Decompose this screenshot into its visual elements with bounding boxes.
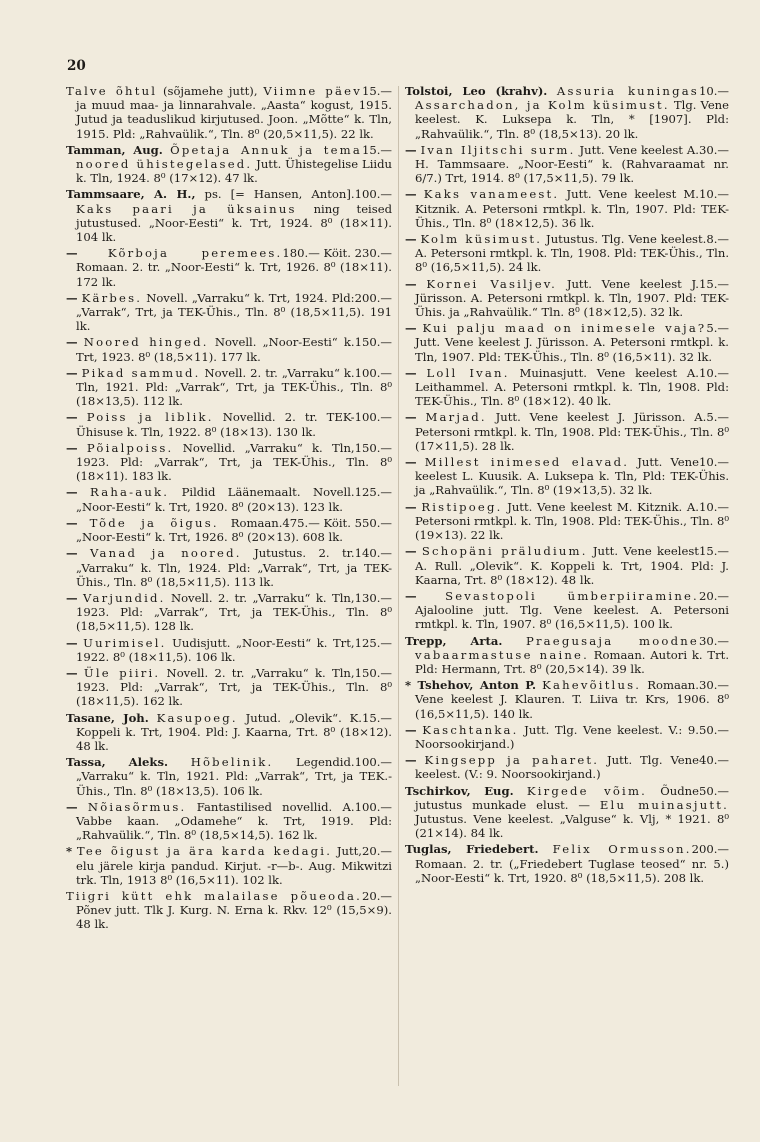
entry-price: 180.— Köit. 230.— [282,246,392,261]
entry-author: — [405,722,417,737]
entry-price: 150.— [354,440,392,455]
catalog-entry [66,143,392,186]
entry-title: Põialpoiss. [86,440,174,455]
catalog-entry [66,246,392,289]
entry-price: 30.— [698,633,729,648]
right-column [405,84,729,887]
entry-title: Schopäni präludium. [421,544,588,559]
entry-title: Poiss ja liblik. [86,410,214,425]
entry-title: Elu muinasjutt. [599,797,729,812]
catalog-entry [66,84,392,141]
catalog-entry [405,500,729,543]
entry-author: — [405,232,417,247]
entry-price: 125.— [354,485,392,500]
catalog-entry [405,366,729,409]
entry-title: Loll Ivan. [426,365,510,380]
entry-details: ps. [= Hansen, Anton]. [204,187,355,202]
entry-details: Jutt. Vene keelest J. Jürisson. A. Petersoni rmtkpl. k. Tln, 1907. Pld: TEK-Ühis. ja „Rahvaülik.“ Tln. 8⁰ (18×12,5). 32 lk. [415,276,729,320]
entry-details: Jutt. Ühistegelise Liidu k. Tln, 1924. 8⁰ (17×12). 47 lk. [76,157,392,186]
entry-author: — [66,635,78,650]
catalog-entry [66,516,392,544]
entry-title: Millest inimesed elavad. [424,455,630,470]
entry-details: Jutt. Tlg. Vene keelest. (V.: 9. Noorsookirjand.) [415,753,699,782]
entry-title: Kornei Vasiljev. [426,276,558,291]
entry-title: Assuria kuningas Assarchadon, ja Kolm küsimust. [415,84,699,113]
entry-price: 100.— [354,187,392,202]
catalog-entry [405,187,729,230]
entry-title: Uurimisel. [83,635,167,650]
entry-price: 30.— [698,678,729,693]
entry-author: — [405,187,417,202]
entry-author: — [405,142,417,157]
entry-title: Õpetaja Annuk ja tema noored ühistegelased. [76,142,362,172]
catalog-entry [66,546,392,589]
catalog-entry [405,84,729,141]
entry-title: Noored hinged. [83,335,209,350]
entry-details: Novellid. „Varraku“ k. Tln, 1923. Pld: „Varrak“, Trt, ja TEK-Ühis., Tln. 8⁰ (18×11). 183 lk. [76,440,392,484]
entry-price: 15.— [361,84,392,98]
entry-price: 8.— [706,232,729,247]
catalog-entry [405,634,729,677]
entry-title: Ivan Iljitschi surm. [420,142,576,157]
entry-price: 150.— [354,665,392,680]
entry-details: Jutt. Vene keelest L. Kuusik. A. Luksepa k. Tln, Pld: TEK-Ühis. ja „Rahvaülik.“, Tln. 8⁰ (19×13,5). 32 lk. [415,455,729,498]
entry-price: 50.— [698,722,729,737]
entry-details: Muinasjutt. Vene keelest A. Leithammel. A. Petersoni rmtkpl. k. Tln, 1908. Pld: TEK-Ühis., Tln. 8⁰ (18×12). 40 lk. [415,365,729,409]
entry-details: Romaan. Autori k. Trt. Pld: Hermann, Trt. 8⁰ (20,5×14). 39 lk. [415,647,730,676]
entry-price: 20.— [698,588,729,603]
catalog-entry [66,410,392,438]
entry-author: — [405,499,417,514]
entry-title: Vanad ja noored. [90,546,242,561]
catalog-entry [405,723,729,751]
entry-details: Jutud. „Olevik“. K. Koppeli k. Trt, 1904. Pld: J. Kaarna, Trt. 8⁰ (18×12). 48 lk. [76,710,392,753]
entry-details: Põnev jutt. Tlk J. Kurg. N. Erna k. Rkv. 12⁰ (15,5×9). 48 lk. [76,903,392,932]
entry-title: Kõrboja peremees. [107,246,283,261]
entry-author: Tamman, Aug. [66,142,163,157]
entry-details: Jutustus. 2. tr. „Varraku“ k. Tln, 1924. Pld: „Varrak“, Trt, ja TEK-Ühis., Tln. 8⁰ (18,5×11,5). 113 lk. [76,546,392,589]
entry-title: Pikad sammud. [81,365,201,380]
entry-price: 100.— [354,799,392,814]
entry-details: (sõjamehe jutt), [162,84,264,98]
entry-details: Jutt, elu järele kirja pandud. Kirjut. -r—b-. Aug. Mikwitzi trk. Tln, 1913 8⁰ (16,5×11). 102 lk. [76,844,392,887]
entry-price: 10.— [698,187,729,202]
entry-author: Tuglas, Friedebert. [405,842,539,857]
entry-title: Kaks paari ja üksainus [76,201,297,216]
entry-details: Jutt. Tlg. Vene keelest. V.: 9. Noorsookirjand.) [415,722,699,751]
entry-author: — [66,485,78,500]
entry-details: ja muud maa- ja linnarahvale. „Aasta“ kogust, 1915. Jutud ja teaduslikud kirjutused. Joon. „Mõtte“ k. Tln, 1915. Pld: „Rahvaülik.“, Tln. 8⁰ (20,5×11,5). 22 lk. [76,98,392,141]
entry-details: Fantastilised novellid. A. Vabbe kaan. „Odamehe“ k. Trt, 1919. Pld: „Rahvaülik.“, Tln. 8⁰ (18,5×14,5). 162 lk. [76,799,392,843]
entry-author: Trepp, Arta. [405,633,503,648]
entry-author: — [405,753,417,768]
entry-author: Tassa, Aleks. [66,755,169,770]
entry-price: 15.— [698,276,729,291]
entry-details: Jutt. Vene keelest J. Jürisson. A. Petersoni rmtkpl. k. Tln, 1907. Pld: TEK-Ühis., Tln. 8⁰ (16,5×11). 32 lk. [415,335,729,364]
entry-details: Õudne jutustus munkade elust. — [415,783,699,812]
catalog-entry [66,485,392,513]
entry-author: — [66,290,78,305]
entry-title: Marjad. [425,410,487,425]
entry-title: Talve õhtul [66,84,158,98]
entry-details: Novell. „Varraku“ k. Trt, 1924. Pld: „Varrak“, Trt, ja TEK-Ühis., Tln. 8⁰ (18,5×11,5). 191 lk. [76,290,392,334]
catalog-entry [405,143,729,186]
catalog-entry [66,291,392,334]
entry-title: Tiigri kütt ehk malailase põueoda. [66,888,362,903]
entry-author: — [66,335,78,350]
entry-details: Legendid. „Varraku“ k. Tln, 1921. Pld: „Varrak“, Trt, ja TEK.-Ühis., Tln. 8⁰ (18×13,5). 106 lk. [76,755,392,798]
catalog-entry [66,366,392,409]
entry-author: — [405,455,417,470]
entry-details: Uudisjutt. „Noor-Eesti“ k. Trt, 1922. 8⁰ (18×11,5). 106 lk. [76,635,355,664]
entry-author: — [66,365,78,380]
catalog-entry [66,889,392,932]
entry-author: Tasane, Joh. [66,710,149,725]
entry-author: — [66,440,78,455]
entry-author: Tolstoi, Leo (krahv). [405,84,548,98]
entry-title: Kui palju maad on inimesele vaja? [422,321,707,336]
entry-price: 15.— [361,710,392,725]
entry-price: 5.— [706,321,729,336]
catalog-entry [405,277,729,320]
entry-author: Tammsaare, A. H., [66,187,196,202]
entry-title: Kirgede võim. [526,783,648,798]
entry-title: Viimne päev [263,84,362,98]
entry-details: Ajalooline jutt. Tlg. Vene keelest. A. Petersoni rmtkpl. k. Tln, 1907. 8⁰ (16,5×11,5). 100 lk. [415,603,729,632]
entry-author: — [66,410,78,425]
entry-details: Novellid. 2. tr. TEK-Ühisuse k. Tln, 1922. 8⁰ (18×13). 130 lk. [76,410,355,439]
catalog-entry [405,321,729,364]
entry-details: Novell. „Noor-Eesti“ k. Trt, 1923. 8⁰ (18,5×11). 177 lk. [76,335,355,364]
catalog-entry [405,410,729,453]
entry-price: 100.— [354,410,392,425]
entry-details: Jutt. Vene keelest A. Rull. „Olevik“. K. Koppeli k. Trt, 1904. Pld: J. Kaarna, Trt. 8⁰ (18×12). 48 lk. [415,544,729,587]
entry-price: 20.— [361,844,392,859]
entry-title: Felix Ormusson. [552,842,692,857]
column-divider [398,86,399,1086]
catalog-entry [405,455,729,498]
entry-title: Kasupoeg. [156,710,238,725]
entry-title: Varjundid. [83,590,166,605]
catalog-entry [66,755,392,798]
entry-details: Jutt. Vene keelest M. Kitznik. A. Petersoni rmtkpl. k. Tln, 1907. Pld: TEK-Ühis., Tln. 8⁰ (18×12,5). 36 lk. [415,187,729,230]
entry-price: 15.— [698,544,729,559]
entry-author: — [405,321,417,336]
entry-details: Romaan. „Noor-Eesti“ k. Trt, 1926. 8⁰ (20×13). 608 lk. [76,515,343,545]
entry-title: Kaschtanka. [422,722,519,737]
entry-price: 10.— [698,499,729,514]
entry-title: Tõde ja õigus. [89,515,219,530]
catalog-entry [66,187,392,244]
page-number: 20 [67,58,86,74]
entry-details: Pildid Läänemaalt. Novell. „Noor-Eesti“ k. Trt, 1920. 8⁰ (20×13). 123 lk. [76,485,355,514]
entry-author: — [66,515,78,530]
catalog-entry [66,636,392,664]
entry-price: 10.— [698,365,729,380]
entry-author: * [66,844,73,859]
entry-details: Novell. 2. tr. „Varraku“ k. Tln, 1923. Pld: „Varrak“, Trt, ja TEK-Ühis., Tln. 8⁰ (18,5×11,5). 128 lk. [76,590,392,634]
entry-details: Romaan. 2. tr. („Friedebert Tuglase teosed“ nr. 5.) „Noor-Eesti“ k. Trt, 1920. 8⁰ (18,5×11,5). 208 lk. [415,856,729,885]
entry-price: 200.— [354,290,392,305]
entry-title: Kingsepp ja paharet. [424,753,600,768]
entry-details: Novell. 2. tr. „Varraku“ k. Tln, 1923. Pld: „Varrak“, Trt, ja TEK-Ühis., Tln. 8⁰ (18×11,5). 162 lk. [76,665,392,709]
entry-author: — [405,588,417,603]
entry-details: Jutt. Vene keelest M. Kitznik. A. Petersoni rmtkpl. k. Tln, 1908. Pld: TEK-Ühis., Tln. 8⁰ (19×13). 22 lk. [415,499,729,543]
entry-author: * Tshehov, Anton P. [405,678,537,693]
entry-title: Tee õigust ja ära karda kedagi. [76,844,333,859]
entry-author: — [66,590,78,605]
entry-details: Jutustus. Tlg. Vene keelest. A. Petersoni rmtkpl. k. Tln, 1908. Pld: TEK-Ühis., Tln. 8⁰ (16,5×11,5). 24 lk. [415,232,730,275]
entry-author: Tschirkov, Eug. [405,783,514,798]
entry-title: Nõiasõrmus. [87,799,187,814]
entry-price: 20.— [361,888,392,903]
entry-details: Jutustus. Vene keelest. „Valguse“ k. Vlj, * 1921. 8⁰ (21×14). 84 lk. [415,811,729,841]
entry-title: Kaks vanameest. [423,187,560,202]
catalog-entry [405,544,729,587]
catalog-entry [405,753,729,781]
left-column [66,84,392,934]
entry-title: Ristipoeg. [421,499,503,514]
entry-price: 15.— [361,142,392,157]
catalog-entry [405,232,729,275]
catalog-entry [405,842,729,885]
entry-details: Tlg. Vene keelest. K. Luksepa k. Tln, * [1907]. Pld: „Rahvaülik.“, Tln. 8⁰ (18,5×13). 20 lk. [415,98,730,141]
entry-author: — [405,276,417,291]
entry-price: 5.— [706,410,729,425]
entry-title: Raha-auk. [90,485,170,500]
entry-author: — [66,246,78,261]
catalog-entry [66,844,392,887]
entry-price: 100.— [354,365,392,380]
entry-author: — [405,544,417,559]
entry-price: 30.— [698,142,729,157]
entry-title: Praegusaja moodne vabaarmastuse naine. [415,633,699,662]
catalog-entry [66,711,392,754]
entry-price: 140.— [354,546,392,561]
entry-author: — [405,365,417,380]
catalog-entry [66,441,392,484]
entry-title: Hõbelinik. [190,755,274,770]
entry-price: 150.— [354,335,392,350]
entry-author: — [66,665,78,680]
entry-title: Üle piiri. [83,665,161,680]
entry-details: Novell. 2. tr. „Varraku“ k. Tln, 1921. Pld: „Varrak“, Trt, ja TEK-Ühis., Tln. 8⁰ (18×13,5). 112 lk. [76,365,392,409]
entry-price: 10.— [698,455,729,470]
entry-price: 50.— [698,783,729,798]
entry-price: 130.— [354,590,392,605]
entry-author: — [66,799,78,814]
entry-details: ning teised jutustused. „Noor-Eesti“ k. Trt, 1924. 8⁰ (18×11). 104 lk. [76,201,392,245]
entry-details: Jutt. Vene keelest J. Jürisson. A. Petersoni rmtkpl. k. Tln, 1908. Pld: TEK-Ühis., Tln. 8⁰ (17×11,5). 28 lk. [415,410,729,453]
entry-author: — [405,410,417,425]
entry-title: Kahevõitlus. [542,678,642,693]
entry-price: 100.— [354,755,392,770]
catalog-entry [66,800,392,843]
entry-price: 40.— [698,753,729,768]
catalog-entry [405,589,729,632]
catalog-entry [66,591,392,634]
catalog-entry [66,335,392,363]
entry-price: 10.— [698,84,729,98]
entry-title: Kolm küsimust. [420,232,543,247]
entry-details: Romaan. 2. tr. „Noor-Eesti“ k. Trt, 1926. 8⁰ (18×11). 172 lk. [76,260,392,289]
catalog-entry [405,678,729,721]
entry-title: Sevastopoli ümberpiiramine. [445,588,699,603]
entry-price: 200.— [691,842,729,857]
entry-details: Romaan. Vene keelest J. Klauren. T. Liiva tr. Krs, 1906. 8⁰ (16,5×11,5). 140 lk. [415,678,729,721]
catalog-entry [66,666,392,709]
catalog-entry [405,784,729,841]
entry-price: 475.— Köit. 550.— [282,515,392,530]
entry-title: Kärbes. [81,290,143,305]
entry-details: Jutt. Vene keelest A. H. Tammsaare. „Noor-Eesti“ k. (Rahvaraamat nr. 6/7.) Trt, 1914. 8⁰ (17,5×11,5). 79 lk. [415,142,729,186]
entry-author: — [66,546,78,561]
entry-price: 125.— [354,635,392,650]
